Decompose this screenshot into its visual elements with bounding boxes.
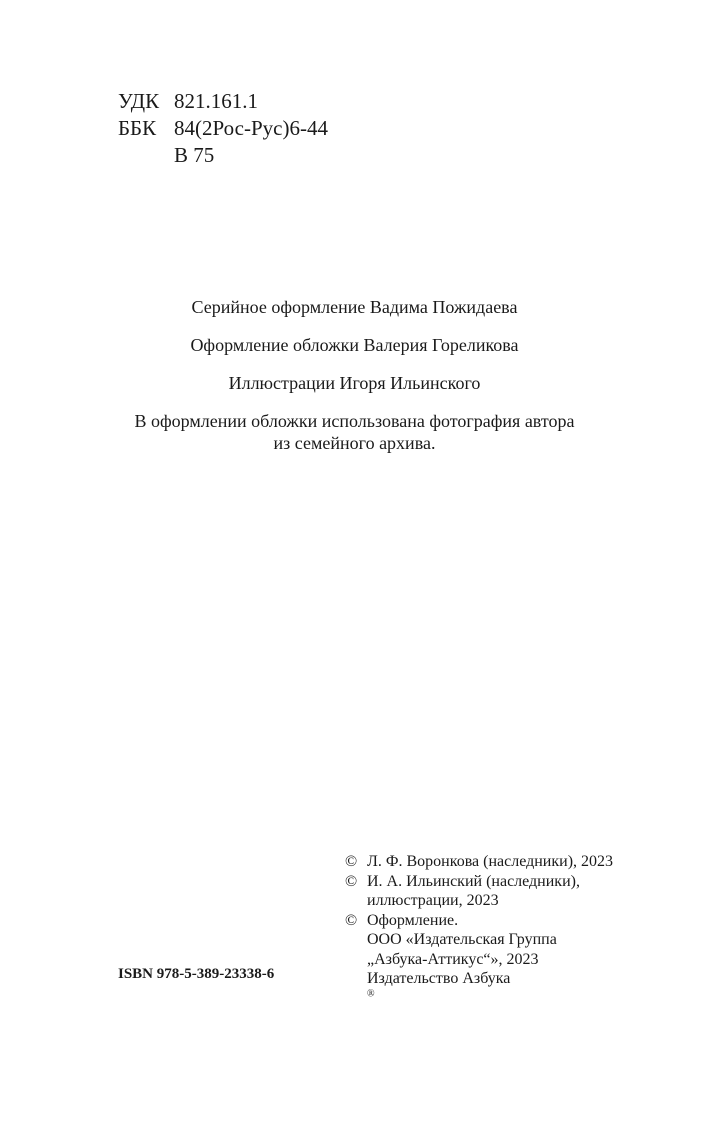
copyright-entry-author — [345, 852, 613, 872]
copyright-block — [345, 852, 613, 1008]
bbk-label: ББК — [118, 116, 157, 140]
copyright-design-line4 — [367, 969, 557, 1008]
author-mark: В 75 — [174, 143, 215, 167]
author-mark-row — [118, 142, 328, 169]
copyright-design-line3: „Азбука-Аттикус“», 2023 — [367, 950, 539, 968]
bbk-value: 84(2Рос-Рус)6-44 — [174, 116, 328, 140]
isbn-number: ISBN 978-5-389-23338-6 — [118, 966, 275, 982]
cover-design-credit: Оформление обложки Валерия Гореликова — [190, 335, 519, 355]
copyright-entry-illustrator — [345, 872, 613, 911]
publisher-name: Издательство Азбука — [367, 970, 511, 987]
copyright-symbol: © — [345, 853, 358, 870]
bbk-row — [118, 115, 328, 142]
cover-photo-note-line2: из семейного архива. — [273, 433, 436, 453]
copyright-illustrator-line1: И. А. Ильинский (наследники), — [367, 872, 580, 890]
udk-value: 821.161.1 — [174, 89, 258, 113]
copyright-symbol: © — [345, 872, 358, 890]
udk-label: УДК — [118, 89, 160, 113]
copyright-symbol: © — [345, 911, 358, 929]
series-design-credit: Серийное оформление Вадима Пожидаева — [191, 297, 518, 317]
cover-photo-note-line1: В оформлении обложки использована фотография автора — [134, 411, 575, 431]
credits-block — [0, 296, 709, 454]
udk-row — [118, 88, 328, 115]
registered-mark: ® — [367, 988, 375, 1000]
illustrations-credit: Иллюстрации Игоря Ильинского — [228, 373, 481, 393]
cover-photo-note — [0, 410, 709, 454]
copyright-entry-design — [345, 911, 613, 1009]
copyright-illustrator-line2: иллюстрации, 2023 — [367, 892, 499, 909]
classification-block — [118, 88, 328, 169]
copyright-design-line2: ООО «Издательская Группа — [367, 931, 557, 948]
copyright-author-text: Л. Ф. Воронкова (наследники), 2023 — [367, 853, 614, 870]
copyright-design-line1: Оформление. — [367, 911, 459, 929]
